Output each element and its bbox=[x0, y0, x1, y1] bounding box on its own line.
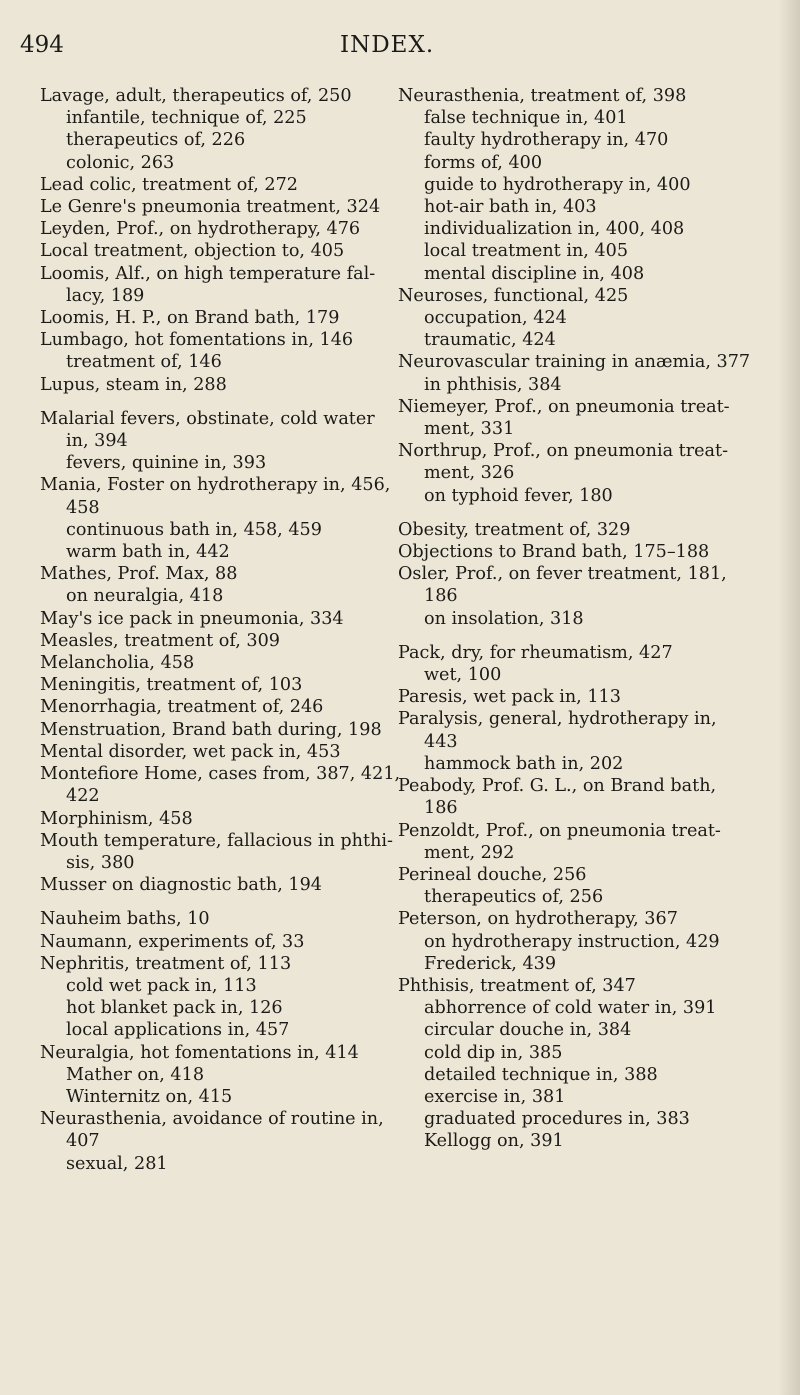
index-subentry: lacy, 189 bbox=[66, 285, 145, 306]
index-subentry: 422 bbox=[66, 786, 100, 807]
index-entry: Neuralgia, hot fomentations in, 414 bbox=[40, 1042, 359, 1063]
index-subentry: forms of, 400 bbox=[424, 152, 543, 173]
index-entry: Neurasthenia, avoidance of routine in, bbox=[40, 1109, 384, 1130]
index-entry: Menstruation, Brand bath during, 198 bbox=[40, 719, 382, 740]
index-entry: Meningitis, treatment of, 103 bbox=[40, 675, 303, 696]
index-subentry: continuous bath in, 458, 459 bbox=[66, 519, 322, 540]
page-edge-shadow bbox=[778, 0, 800, 1395]
index-entry: Mathes, Prof. Max, 88 bbox=[40, 564, 238, 585]
index-entry: May's ice pack in pneumonia, 334 bbox=[40, 608, 344, 629]
index-subentry: individualization in, 400, 408 bbox=[424, 219, 685, 240]
index-entry: Lavage, adult, therapeutics of, 250 bbox=[40, 86, 352, 106]
index-entry: Lumbago, hot fomentations in, 146 bbox=[40, 330, 354, 351]
index-entry: Neurovascular training in anæmia, 377 bbox=[398, 352, 751, 373]
index-entry: Montefiore Home, cases from, 387, 421, bbox=[40, 764, 401, 785]
index-subentry: exercise in, 381 bbox=[424, 1086, 566, 1107]
index-subentry: therapeutics of, 256 bbox=[424, 887, 604, 908]
index-subentry: 186 bbox=[424, 798, 458, 819]
index-subentry: sexual, 281 bbox=[66, 1153, 168, 1174]
index-entry: Mental disorder, wet pack in, 453 bbox=[40, 741, 341, 762]
index-subentry: in, 394 bbox=[66, 431, 128, 452]
index-subentry: Frederick, 439 bbox=[424, 953, 557, 974]
index-subentry: 186 bbox=[424, 586, 458, 607]
index-subentry: mental discipline in, 408 bbox=[424, 263, 645, 284]
index-subentry: occupation, 424 bbox=[424, 308, 567, 329]
index-entry: Naumann, experiments of, 33 bbox=[40, 931, 305, 952]
index-subentry: hot blanket pack in, 126 bbox=[66, 998, 283, 1019]
index-column-right bbox=[398, 85, 783, 1153]
index-subentry: on neuralgia, 418 bbox=[66, 586, 224, 607]
index-subentry: hot-air bath in, 403 bbox=[424, 197, 597, 218]
page-header bbox=[0, 32, 800, 66]
index-entry: Penzoldt, Prof., on pneumonia treat- bbox=[398, 820, 721, 841]
index-entry: Loomis, H. P., on Brand bath, 179 bbox=[40, 308, 340, 329]
index-subentry: infantile, technique of, 225 bbox=[66, 108, 307, 129]
index-subentry: Mather on, 418 bbox=[66, 1064, 205, 1085]
index-subentry: traumatic, 424 bbox=[424, 330, 556, 351]
index-subentry: cold wet pack in, 113 bbox=[66, 975, 257, 996]
index-entry: Leyden, Prof., on hydrotherapy, 476 bbox=[40, 219, 361, 240]
index-entry: Nauheim baths, 10 bbox=[40, 909, 210, 930]
index-subentry: colonic, 263 bbox=[66, 152, 175, 173]
index-subentry: abhorrence of cold water in, 391 bbox=[424, 998, 717, 1019]
index-subentry: therapeutics of, 226 bbox=[66, 130, 246, 151]
index-entry: Obesity, treatment of, 329 bbox=[398, 519, 631, 540]
index-entry: Musser on diagnostic bath, 194 bbox=[40, 875, 322, 896]
index-entry: Melancholia, 458 bbox=[40, 653, 195, 674]
index-entry: Le Genre's pneumonia treatment, 324 bbox=[40, 197, 381, 218]
index-subentry: treatment of, 146 bbox=[66, 352, 222, 373]
index-subentry: ment, 326 bbox=[424, 463, 515, 484]
index-subentry: Kellogg on, 391 bbox=[424, 1131, 564, 1152]
index-entry: Neuroses, functional, 425 bbox=[398, 285, 629, 306]
index-subentry: in phthisis, 384 bbox=[424, 374, 562, 395]
index-entry: Malarial fevers, obstinate, cold water bbox=[40, 408, 375, 429]
index-subentry: on typhoid fever, 180 bbox=[424, 485, 613, 506]
index-subentry: circular douche in, 384 bbox=[424, 1020, 632, 1041]
index-entry: Objections to Brand bath, 175–188 bbox=[398, 542, 710, 563]
index-entry: Nephritis, treatment of, 113 bbox=[40, 953, 292, 974]
index-entry: Menorrhagia, treatment of, 246 bbox=[40, 697, 324, 718]
index-entry: Lead colic, treatment of, 272 bbox=[40, 174, 298, 195]
index-subentry: guide to hydrotherapy in, 400 bbox=[424, 174, 691, 195]
index-entry: Niemeyer, Prof., on pneumonia treat- bbox=[398, 396, 730, 417]
index-entry: Pack, dry, for rheumatism, 427 bbox=[398, 642, 673, 663]
index-subentry: local applications in, 457 bbox=[66, 1020, 290, 1041]
index-entry: Loomis, Alf., on high temperature fal- bbox=[40, 263, 376, 284]
index-entry: Lupus, steam in, 288 bbox=[40, 374, 227, 395]
index-entry: Measles, treatment of, 309 bbox=[40, 630, 280, 651]
index-entry: Neurasthenia, treatment of, 398 bbox=[398, 86, 687, 106]
index-subentry: false technique in, 401 bbox=[424, 108, 628, 129]
index-entry: Mouth temperature, fallacious in phthi- bbox=[40, 830, 393, 851]
index-entry: Phthisis, treatment of, 347 bbox=[398, 975, 636, 996]
index-subentry: detailed technique in, 388 bbox=[424, 1064, 658, 1085]
index-entry: Paralysis, general, hydrotherapy in, bbox=[398, 709, 717, 730]
page-title: INDEX. bbox=[340, 32, 435, 58]
index-subentry: sis, 380 bbox=[66, 852, 135, 873]
index-entry: Northrup, Prof., on pneumonia treat- bbox=[398, 441, 729, 462]
index-subentry: hammock bath in, 202 bbox=[424, 753, 624, 774]
index-entry: Local treatment, objection to, 405 bbox=[40, 241, 345, 262]
index-subentry: ment, 331 bbox=[424, 419, 515, 440]
index-subentry: 443 bbox=[424, 731, 458, 752]
page-number: 494 bbox=[20, 32, 64, 58]
index-subentry: graduated procedures in, 383 bbox=[424, 1109, 690, 1130]
index-subentry: warm bath in, 442 bbox=[66, 542, 230, 563]
index-subentry: local treatment in, 405 bbox=[424, 241, 629, 262]
index-subentry: on insolation, 318 bbox=[424, 608, 584, 629]
index-subentry: 458 bbox=[66, 497, 100, 518]
index-subentry: on hydrotherapy instruction, 429 bbox=[424, 931, 720, 952]
index-subentry: fevers, quinine in, 393 bbox=[66, 453, 267, 474]
index-entry: Mania, Foster on hydrotherapy in, 456, bbox=[40, 475, 391, 496]
index-column-left bbox=[40, 85, 400, 1175]
index-subentry: cold dip in, 385 bbox=[424, 1042, 563, 1063]
index-subentry: ment, 292 bbox=[424, 842, 515, 863]
index-subentry: Winternitz on, 415 bbox=[66, 1086, 233, 1107]
index-entry: Osler, Prof., on fever treatment, 181, bbox=[398, 564, 727, 585]
index-subentry: faulty hydrotherapy in, 470 bbox=[424, 130, 669, 151]
index-entry: Peabody, Prof. G. L., on Brand bath, bbox=[398, 776, 717, 797]
index-subentry: wet, 100 bbox=[424, 665, 502, 686]
index-entry: Paresis, wet pack in, 113 bbox=[398, 687, 621, 708]
index-entry: Peterson, on hydrotherapy, 367 bbox=[398, 909, 678, 930]
index-entry: Morphinism, 458 bbox=[40, 808, 193, 829]
index-subentry: 407 bbox=[66, 1131, 100, 1152]
index-entry: Perineal douche, 256 bbox=[398, 864, 587, 885]
